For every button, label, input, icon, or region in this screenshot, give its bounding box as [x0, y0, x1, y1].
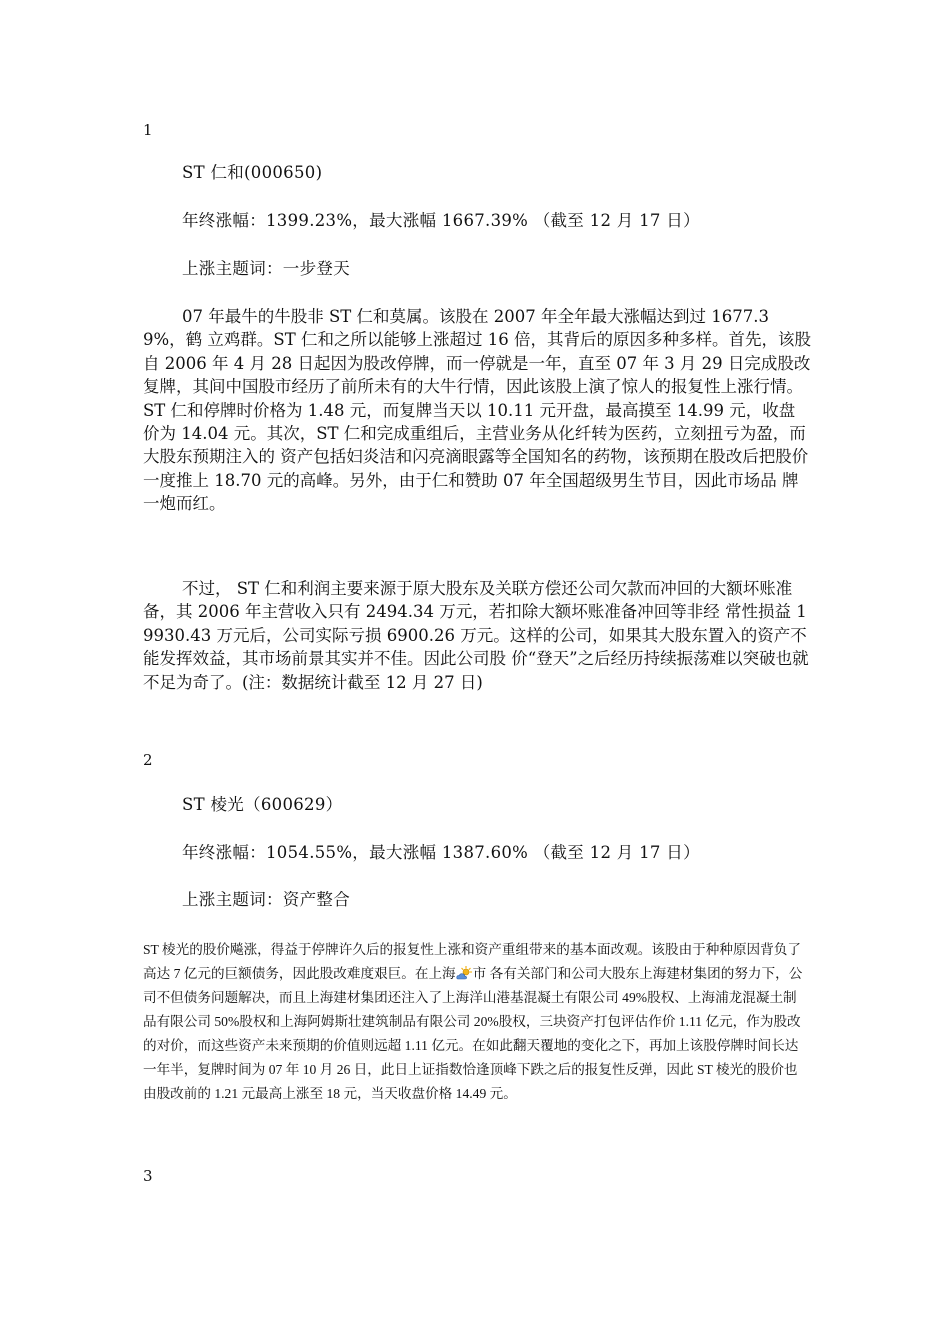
section-number: 1 — [143, 121, 153, 139]
section-number: 3 — [143, 1167, 153, 1185]
body-paragraph: 07 年最牛的牛股非 ST 仁和莫属。该股在 2007 年全年最大涨幅达到过 1677.39%，鹤 立鸡群。ST 仁和之所以能够上涨超过 16 倍，其背后的原因多种多样。首先，该股自 2006 年 4 月 28 日起因为股改停牌，而一停就是一年，直至 07 年 3 月 29 日完成股改复牌，其间中国股市经历了前所未有的大牛行情，因此该股上演了惊人的报复性上涨行情。ST 仁和停牌时价格为 1.48 元，而复牌当天以 10.11 元开盘，最高摸至 14.99 元，收盘价为 14.04 元。其次，ST 仁和完成重组后，主营业务从化纤转为医药，立刻扭亏为盈，而大股东预期注入的 资产包括妇炎洁和闪亮滴眼露等全国知名的药物，该预期在股改后把股价一度推上 18.70 元的高峰。另外，由于仁和赞助 07 年全国超级男生节目，因此市场品 牌一炮而红。 — [143, 307, 811, 514]
stock-title: ST 棱光（600629） — [182, 795, 343, 814]
stock-gain: 年终涨幅：1399.23%，最大涨幅 1667.39% （截至 12 月 17 日） — [182, 211, 700, 230]
paragraph-text: ST 棱光的股价飚涨，得益于停牌许久后的报复性上涨和资产重组带来的基本面改观。该股由于种种原因背负了高达 7 亿元的巨额债务，因此股改难度艰巨。在上海 — [143, 942, 801, 981]
stock-title: ST 仁和(000650) — [182, 163, 323, 182]
section-number: 2 — [143, 751, 153, 769]
stock-gain: 年终涨幅：1054.55%，最大涨幅 1387.60% （截至 12 月 17 日） — [182, 843, 700, 862]
theme-keyword: 上涨主题词：资产整合 — [182, 890, 350, 909]
body-paragraph: 不过， ST 仁和利润主要来源于原大股东及关联方偿还公司欠款而冲回的大额坏账准备，其 2006 年主营收入只有 2494.34 万元，若扣除大额坏账准备冲回等非经 常性损益 19930.43 万元后，公司实际亏损 6900.26 万元。这样的公司，如果其大股东置入的资产不能发挥效益，其市场前景其实并不佳。因此公司股 价“登天”之后经历持续振荡难以突破也就不足为奇了。(注：数据统计截至 12 月 27 日) — [143, 579, 809, 692]
paragraph-text: 市 各有关部门和公司大股东上海建材集团的努力下，公司不但债务问题解决，而且上海建材集团还注入了上海洋山港基混凝土有限公司 49%股权、上海浦龙混凝土制 品有限公司 50%股权和上海阿姆斯壮建筑制品有限公司 20%股权，三块资产打包评估作价 1.11 亿元，作为股改的对价，而这些资产未来预期的价值则远超 1.11 亿元。在如此翻天覆地的变化之下，再加上该股停牌时间长达一年半，复牌时间为 07 年 10 月 26 日，此日上证指数恰逢顶峰下跌之后的报复性反弹，因此 ST 棱光的股价也由股改前的 1.21 元最高上涨至 18 元，当天收盘价格 14.49 元。 — [143, 966, 803, 1101]
theme-keyword: 上涨主题词：一步登天 — [182, 259, 350, 278]
sun-cloud-icon — [456, 964, 472, 978]
body-paragraph — [143, 938, 811, 1106]
